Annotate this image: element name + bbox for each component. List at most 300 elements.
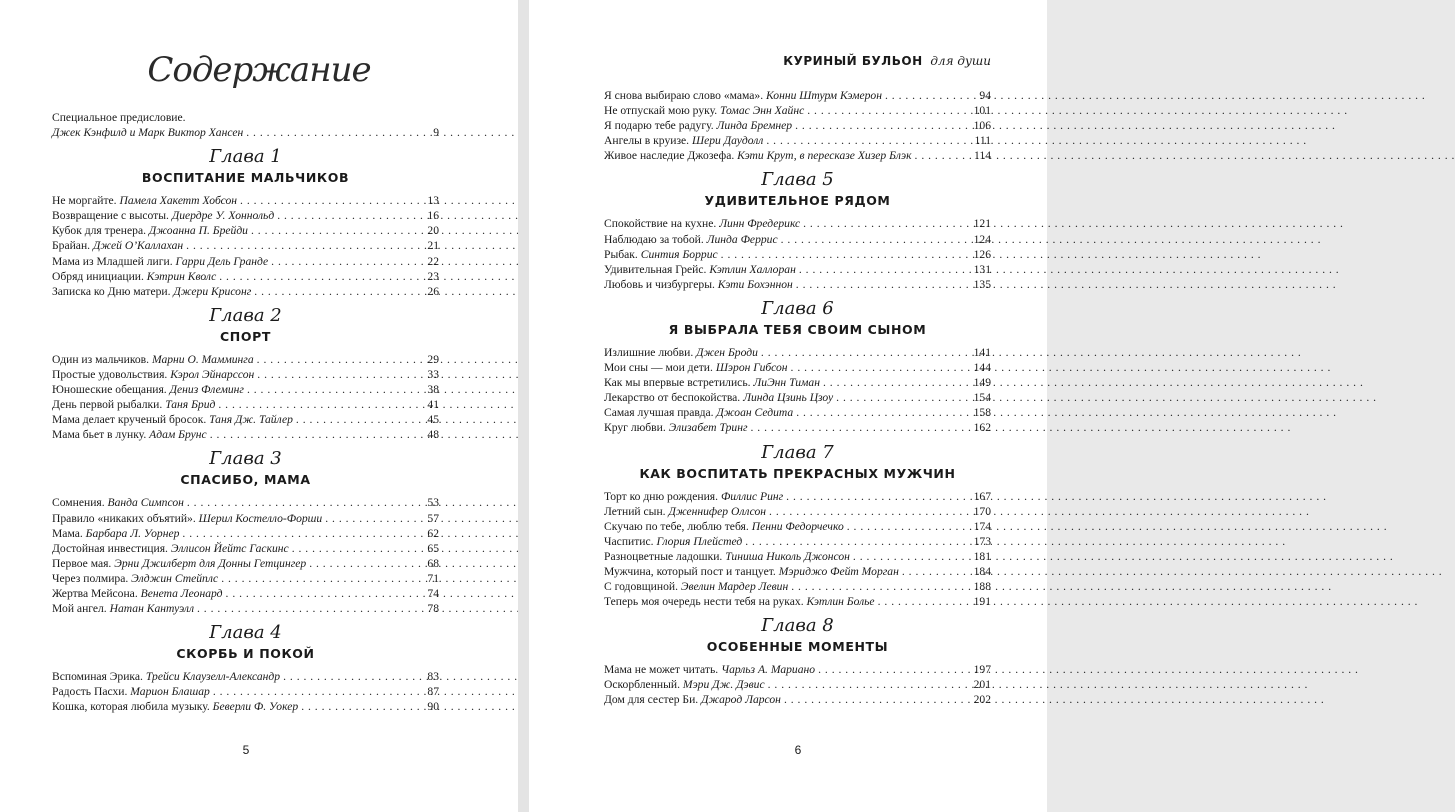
toc-entry[interactable] — [604, 692, 991, 707]
toc-entry[interactable] — [52, 541, 439, 556]
entry-page: 162 — [973, 421, 991, 435]
entry-text — [604, 148, 912, 163]
entry-author: Марни О. Мамминга — [151, 352, 254, 366]
chapter-heading — [52, 305, 439, 345]
entry-page: 9 — [433, 126, 439, 140]
entry-title: Вспоминая Эрика. — [52, 670, 143, 684]
chapter-number: Глава 8 — [761, 615, 834, 637]
entry-text — [604, 216, 800, 231]
entry-page: 101 — [973, 104, 991, 118]
entry-author: Марион Блашар — [130, 685, 210, 699]
entry-title: Обряд инициации. — [52, 269, 144, 283]
entry-author: Трейси Клаузелл-Александр — [145, 670, 281, 684]
page-title: Содержание — [147, 50, 371, 90]
toc-entry[interactable] — [52, 352, 439, 367]
chapter-title: СПАСИБО, МАМА — [180, 472, 311, 488]
entry-page: 53 — [427, 496, 439, 510]
entry-page: 141 — [973, 345, 991, 359]
entry-title: Простые удовольствия. — [52, 367, 168, 381]
entry-author: Чарльз А. Мариано — [721, 663, 816, 677]
entry-author: Линда Бремнер — [716, 119, 793, 133]
entry-page: 124 — [973, 232, 991, 246]
entry-page: 83 — [427, 670, 439, 684]
leader-dots — [799, 262, 970, 277]
chapter-title: ОСОБЕННЫЕ МОМЕНТЫ — [706, 639, 889, 655]
entry-author: Диердре У. Хоннольд — [171, 209, 275, 223]
toc-entry[interactable] — [52, 571, 439, 586]
toc-entry[interactable] — [52, 238, 439, 253]
entry-page: 23 — [427, 269, 439, 283]
toc-entry[interactable] — [52, 427, 439, 442]
running-head-main: КУРИНЫЙ БУЛЬОН — [783, 54, 923, 68]
toc-entry[interactable] — [604, 148, 991, 163]
entry-text — [52, 284, 251, 299]
leader-dots — [251, 223, 418, 238]
leader-dots — [853, 549, 970, 564]
entry-title: Мама делает крученый бросок. — [52, 413, 207, 427]
entry-page: 106 — [973, 119, 991, 133]
toc-entry[interactable] — [52, 684, 439, 699]
running-head — [604, 54, 991, 68]
entry-title: Не моргайте. — [52, 194, 117, 208]
chapter-heading — [604, 298, 991, 338]
entry-page: 188 — [973, 580, 991, 594]
entry-page: 38 — [427, 383, 439, 397]
entry-author: Тиниша Николь Джонсон — [725, 549, 850, 563]
entry-page: 174 — [973, 519, 991, 533]
leader-dots — [210, 427, 418, 442]
toc-entry[interactable] — [604, 564, 991, 579]
entry-page: 114 — [974, 149, 991, 163]
chapter-title: УДИВИТЕЛЬНОЕ РЯДОМ — [704, 193, 891, 209]
entry-text — [52, 397, 215, 412]
entry-title: Мои сны — мои дети. — [604, 361, 713, 375]
entry-page: 173 — [973, 534, 991, 548]
toc-entry[interactable] — [604, 534, 991, 549]
entry-title: С годовщиной. — [604, 580, 678, 594]
entry-author: Элджин Стейплс — [131, 571, 219, 585]
entry-title: Часпитис. — [604, 534, 654, 548]
entry-text — [604, 564, 899, 579]
entry-text — [604, 390, 833, 405]
entry-author: Шерил Костелло-Форши — [198, 511, 323, 525]
toc-entry[interactable] — [604, 345, 991, 360]
leader-dots — [750, 420, 970, 435]
toc-entry[interactable] — [604, 88, 991, 103]
entry-text — [52, 352, 254, 367]
toc-entry[interactable] — [604, 232, 991, 247]
entry-text — [52, 367, 254, 382]
chapter-title: СКОРБЬ И ПОКОЙ — [176, 646, 315, 662]
entry-author: Мэри Дж. Дэвис — [682, 678, 765, 692]
toc-entry[interactable] — [604, 390, 991, 405]
chapter-number: Глава 5 — [761, 169, 834, 191]
entry-title: Круг любви. — [604, 421, 666, 435]
chapter-number: Глава 4 — [209, 622, 282, 644]
entry-author: Шери Даудолл — [691, 134, 764, 148]
entry-author: Мэриджо Фейт Морган — [778, 564, 899, 578]
toc-column-left — [52, 110, 439, 714]
entry-title: Теперь моя очередь нести тебя на руках. — [604, 595, 804, 609]
leader-dots — [246, 125, 418, 140]
chapter-heading — [52, 448, 439, 488]
entry-title: Кубок для тренера. — [52, 224, 146, 238]
entry-author: Венета Леонард — [140, 586, 223, 600]
toc-entry[interactable] — [52, 367, 439, 382]
toc-entry[interactable] — [604, 118, 991, 133]
entry-page: 71 — [427, 571, 439, 585]
toc-entry[interactable] — [52, 223, 439, 238]
leader-dots — [823, 375, 970, 390]
entry-page: 16 — [427, 209, 439, 223]
entry-text — [604, 420, 747, 435]
toc-entry[interactable] — [52, 511, 439, 526]
entry-page: 94 — [979, 89, 991, 102]
entry-title: Спокойствие на кухне. — [604, 217, 717, 231]
leader-dots — [915, 148, 970, 163]
chapter-heading — [604, 442, 991, 482]
entry-author: Синтия Боррис — [640, 247, 718, 261]
leader-dots — [791, 579, 970, 594]
toc-entry[interactable] — [604, 375, 991, 390]
chapters-left — [52, 146, 439, 714]
entry-text — [604, 549, 850, 564]
entry-title: Лекарство от беспокойства. — [604, 391, 741, 405]
entry-text — [604, 345, 758, 360]
entry-title: День первой рыбалки. — [52, 398, 163, 412]
entry-title: Мама из Младшей лиги. — [52, 254, 173, 268]
toc-entry[interactable] — [52, 699, 439, 714]
entry-title: Ангелы в круизе. — [604, 134, 690, 148]
entry-page: 22 — [427, 254, 439, 268]
toc-entry[interactable] — [604, 420, 991, 435]
toc-entry[interactable] — [604, 594, 991, 609]
entry-text — [604, 247, 718, 262]
leader-dots — [325, 511, 418, 526]
entry-text — [52, 511, 322, 526]
chapter-heading — [52, 622, 439, 662]
entry-text — [52, 669, 280, 684]
entry-text — [52, 541, 289, 556]
toc-entry[interactable] — [604, 405, 991, 420]
chapter-heading — [52, 146, 439, 186]
toc-entry[interactable] — [604, 216, 991, 231]
entry-text — [52, 699, 298, 714]
toc-entry[interactable] — [604, 489, 991, 504]
entry-text — [604, 579, 788, 594]
entry-author: Конни Штурм Кэмерон — [766, 89, 882, 102]
entry-author: Таня Брид — [165, 398, 216, 412]
chapter-number: Глава 2 — [209, 304, 282, 326]
chapter-number: Глава 1 — [209, 146, 282, 168]
entry-title: Летний сын. — [604, 504, 666, 518]
leader-dots — [902, 564, 970, 579]
leader-dots — [226, 586, 418, 601]
book-gutter — [518, 0, 529, 812]
entry-page: 191 — [973, 595, 991, 609]
entry-author: Томас Энн Хайнс — [720, 104, 805, 118]
entry-author: Дженнифер Оллсон — [668, 504, 767, 518]
entry-author: Дениз Флеминг — [169, 383, 244, 397]
toc-entry[interactable] — [604, 579, 991, 594]
entry-author: Линда Цзинь Цзоу — [743, 391, 834, 405]
leader-dots — [761, 345, 970, 360]
leader-dots — [254, 284, 418, 299]
entry-page: 184 — [973, 564, 991, 578]
entry-title: Мой ангел. — [52, 602, 107, 616]
page-number: 5 — [242, 743, 250, 757]
toc-entry[interactable] — [604, 662, 991, 677]
leader-dots — [277, 208, 418, 223]
toc-entry[interactable] — [52, 412, 439, 427]
entry-title: Излишние любви. — [604, 345, 694, 359]
entry-text — [52, 684, 210, 699]
chapter-number: Глава 6 — [761, 297, 834, 319]
toc-entry[interactable] — [604, 677, 991, 692]
entry-author: Таня Дж. Тайлер — [209, 413, 293, 427]
toc-entry[interactable] — [52, 193, 439, 208]
entry-page: 13 — [427, 194, 439, 208]
entry-text — [52, 571, 218, 586]
entry-page: 20 — [427, 224, 439, 238]
entry-text — [604, 88, 882, 103]
toc-entry[interactable] — [52, 254, 439, 269]
entry-author: Ванда Симпсон — [107, 496, 184, 510]
entry-text — [604, 232, 778, 247]
entry-text — [604, 534, 742, 549]
entry-author: Натан Кантуэлл — [109, 602, 194, 616]
entry-text — [604, 662, 815, 677]
entry-text — [52, 238, 183, 253]
entry-text — [604, 360, 788, 375]
leader-dots — [257, 367, 418, 382]
entry-title: Живое наследие Джозефа. — [604, 149, 735, 163]
leader-dots — [296, 412, 418, 427]
leader-dots — [182, 526, 418, 541]
entry-page: 45 — [427, 413, 439, 427]
toc-entry[interactable] — [604, 262, 991, 277]
entry-author: Джоанна П. Брейди — [148, 224, 248, 238]
entry-text — [52, 193, 237, 208]
toc-entry[interactable] — [52, 284, 439, 299]
toc-entry[interactable] — [52, 586, 439, 601]
running-head-script: для души — [930, 54, 991, 68]
toc-entry[interactable] — [52, 397, 439, 412]
toc-entry[interactable] — [52, 601, 439, 616]
leader-dots — [769, 504, 970, 519]
entry-page: 90 — [427, 700, 439, 714]
toc-entry[interactable] — [604, 549, 991, 564]
entry-page: 170 — [973, 504, 991, 518]
entry-text — [604, 118, 792, 133]
entry-text — [52, 412, 293, 427]
leader-dots — [795, 118, 970, 133]
entry-author: Джек Кэнфилд и Марк Виктор Хансен — [52, 126, 244, 140]
entry-title: Удивительная Грейс. — [604, 262, 707, 276]
entry-page: 154 — [973, 391, 991, 405]
entry-author: Кэрол Эйнарссон — [170, 367, 255, 381]
entry-author: ЛиЭнн Тиман — [753, 376, 820, 390]
entry-text — [52, 495, 184, 510]
entry-title: Торт ко дню рождения. — [604, 489, 719, 503]
entry-page: 29 — [427, 352, 439, 366]
entry-text — [52, 556, 306, 571]
entry-title: Через полмира. — [52, 571, 129, 585]
entry-title: Юношеские обещания. — [52, 383, 167, 397]
toc-entry[interactable] — [52, 125, 439, 140]
entry-title: Рыбак. — [604, 247, 638, 261]
entry-page: 149 — [973, 376, 991, 390]
entry-title: Достойная инвестиция. — [52, 541, 168, 555]
entry-text — [604, 504, 766, 519]
entry-page: 144 — [973, 361, 991, 375]
leader-dots — [807, 103, 970, 118]
leader-dots — [878, 594, 970, 609]
entry-author: Линн Фредерикс — [719, 217, 801, 231]
entry-title: Дом для сестер Би. — [604, 693, 699, 707]
entry-title: Сомнения. — [52, 496, 105, 510]
toc-entry[interactable] — [604, 504, 991, 519]
entry-title: Любовь и чизбургеры. — [604, 277, 715, 291]
toc-entry[interactable] — [52, 495, 439, 510]
toc-entry[interactable] — [52, 669, 439, 684]
entry-title: Скучаю по тебе, люблю тебя. — [604, 519, 749, 533]
leader-dots — [292, 541, 418, 556]
entry-text — [604, 692, 781, 707]
leader-dots — [271, 254, 418, 269]
toc-entry[interactable] — [604, 133, 991, 148]
entry-author: Джарод Ларсон — [701, 693, 781, 707]
leader-dots — [768, 677, 970, 692]
entry-page: 48 — [427, 428, 439, 442]
entry-title: Как мы впервые встретились. — [604, 376, 751, 390]
leader-dots — [836, 390, 970, 405]
entry-title: Я подарю тебе радугу. — [604, 119, 714, 133]
chapter-number: Глава 7 — [761, 441, 834, 463]
entry-page: 74 — [427, 586, 439, 600]
entry-author: Адам Брунс — [149, 428, 207, 442]
toc-entry[interactable] — [52, 556, 439, 571]
entry-author: Джери Крисонг — [173, 284, 252, 298]
entry-page: 21 — [427, 239, 439, 253]
entry-page: 111 — [974, 134, 991, 148]
entry-author: Шэрон Гибсон — [715, 361, 788, 375]
toc-entry[interactable] — [52, 269, 439, 284]
leader-dots — [745, 534, 970, 549]
entry-author: Кэтрин Кволс — [146, 269, 217, 283]
entry-page: 57 — [427, 511, 439, 525]
toc-entry[interactable] — [604, 519, 991, 534]
chapter-heading — [604, 169, 991, 209]
entry-author: Кэти Крут, в пересказе Хизер Блэк — [737, 149, 912, 163]
toc-entry[interactable] — [604, 103, 991, 118]
toc-column-right — [604, 88, 991, 708]
leader-dots — [847, 519, 970, 534]
leader-dots — [818, 662, 970, 677]
entry-author: Гарри Дель Гранде — [175, 254, 269, 268]
entry-author: Эрни Джилберт для Донны Гетцингер — [114, 556, 307, 570]
entry-text — [52, 269, 216, 284]
toc-entry[interactable] — [604, 247, 991, 262]
leader-dots — [796, 277, 970, 292]
entry-page: 65 — [427, 541, 439, 555]
entry-text — [604, 405, 793, 420]
toc-entry[interactable] — [52, 382, 439, 397]
right-page — [529, 0, 1047, 812]
leader-dots — [219, 269, 418, 284]
leader-dots — [187, 495, 418, 510]
entry-author: Джоан Седита — [716, 406, 794, 420]
leader-dots — [309, 556, 418, 571]
leader-dots — [301, 699, 418, 714]
page-number: 6 — [794, 743, 802, 757]
entry-title: Мама. — [52, 526, 83, 540]
entry-author: Эллисон Йейтс Гаскинс — [170, 541, 289, 555]
entry-title: Жертва Мейсона. — [52, 586, 138, 600]
entry-page: 78 — [427, 602, 439, 616]
entry-title: Правило «никаких объятий». — [52, 511, 196, 525]
entry-page: 26 — [427, 284, 439, 298]
entry-text — [604, 133, 763, 148]
entry-text — [52, 526, 179, 541]
entry-text — [604, 594, 875, 609]
entry-page: 68 — [427, 556, 439, 570]
entry-page: 201 — [973, 678, 991, 692]
leader-dots — [283, 669, 418, 684]
entry-page: 121 — [973, 217, 991, 231]
entry-text — [52, 382, 244, 397]
entry-title: Оскорбленный. — [604, 678, 680, 692]
entry-page: 33 — [427, 367, 439, 381]
entry-title: Радость Пасхи. — [52, 685, 128, 699]
toc-entry[interactable] — [604, 360, 991, 375]
entry-title: Разноцветные ладошки. — [604, 549, 723, 563]
leader-dots — [796, 405, 970, 420]
entry-page: 197 — [973, 663, 991, 677]
leader-dots — [781, 232, 970, 247]
toc-entry[interactable] — [604, 277, 991, 292]
chapter-title: ВОСПИТАНИЕ МАЛЬЧИКОВ — [141, 170, 350, 186]
chapters-right — [604, 169, 991, 707]
entry-author: Глория Плейстед — [656, 534, 743, 548]
entry-author: Кэти Бохэннон — [717, 277, 793, 291]
toc-entry[interactable] — [52, 526, 439, 541]
entry-text — [52, 586, 223, 601]
entry-title: Записка ко Дню матери. — [52, 284, 171, 298]
entry-page: 126 — [973, 247, 991, 261]
entry-page: 135 — [973, 277, 991, 291]
continued-entries — [604, 88, 991, 163]
leader-dots — [221, 571, 418, 586]
leader-dots — [784, 692, 970, 707]
entry-page: 202 — [973, 693, 991, 707]
entry-page: 158 — [973, 406, 991, 420]
entry-text — [604, 262, 796, 277]
entry-author: Пенни Федорчечко — [751, 519, 844, 533]
leader-dots — [186, 238, 418, 253]
leader-dots — [791, 360, 970, 375]
entry-text — [52, 254, 268, 269]
entry-text — [604, 103, 804, 118]
entry-page: 167 — [973, 489, 991, 503]
toc-entry[interactable] — [52, 208, 439, 223]
entry-title: Мужчина, который пост и танцует. — [604, 564, 776, 578]
entry-author: Джен Броди — [696, 345, 758, 359]
entry-title: Брайан. — [52, 239, 91, 253]
entry-title: Один из мальчиков. — [52, 352, 150, 366]
chapter-number: Глава 3 — [209, 448, 282, 470]
entry-title: Самая лучшая правда. — [604, 406, 714, 420]
